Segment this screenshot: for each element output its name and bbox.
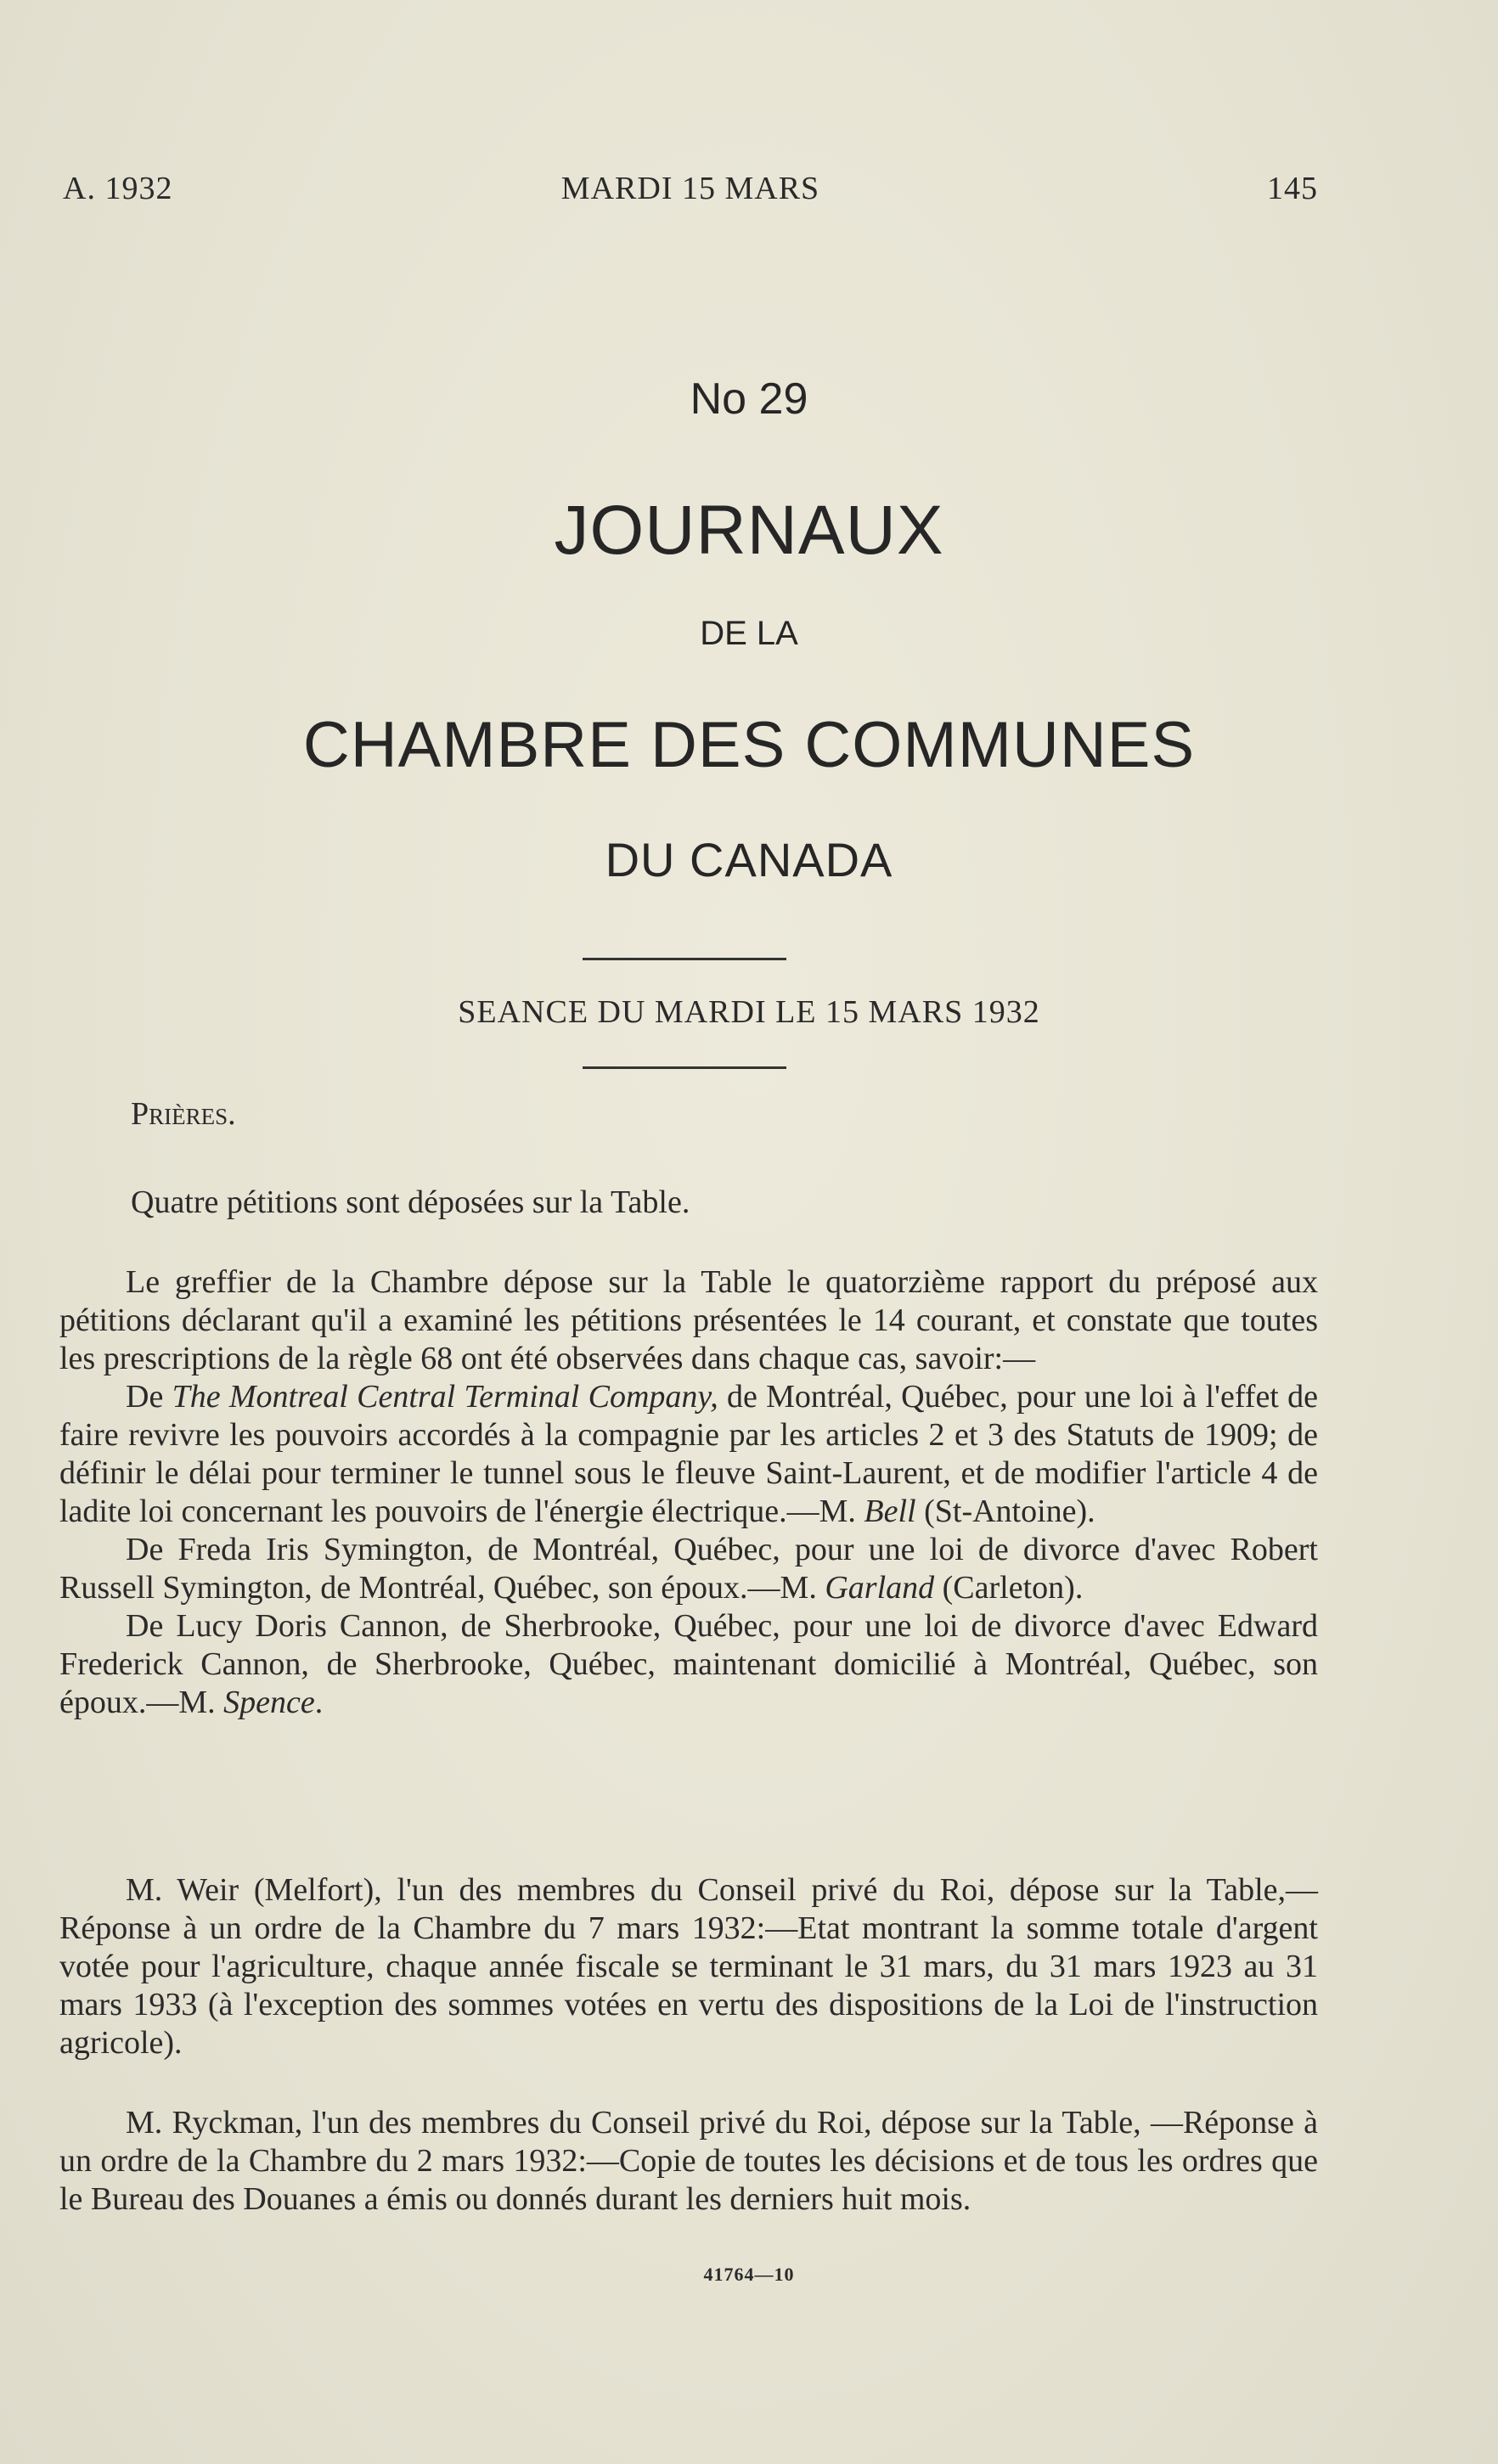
printer-signature: 41764—10	[703, 2264, 795, 2285]
sitting-heading: SEANCE DU MARDI LE 15 MARS 1932	[458, 994, 1040, 1030]
title-canada: DU CANADA	[605, 833, 893, 886]
weir-paragraph: M. Weir (Melfort), l'un des membres du Conseil privé du Roi, dépose sur la Table,—Réponse à un ordre de la Chambre du 7 mars 1932:—Etat montrant la somme totale d'argent votée pour l'agriculture, chaque année fiscale se terminant le 31 mars, du 31 mars 1923 au 31 mars 1933 (à l'exception des sommes votées en vertu des dispositions de la Loi de l'instruction agricole).	[59, 1872, 1318, 2061]
member-name: Spence	[223, 1685, 315, 1720]
petition-text: .	[314, 1685, 324, 1720]
journal-title: JOURNAUX	[554, 492, 944, 569]
petition-item	[59, 1378, 1318, 1531]
title-chambre: CHAMBRE DES COMMUNES	[302, 709, 1196, 781]
journal-number: No 29	[690, 374, 808, 424]
weir-return-section	[59, 1871, 1318, 2062]
page-number: 145	[1267, 171, 1318, 206]
divider-rule	[583, 958, 786, 960]
petition-item	[59, 1531, 1318, 1607]
petition-text: De	[126, 1379, 172, 1415]
petition-text: (Carleton).	[934, 1570, 1084, 1606]
member-name: Bell	[864, 1494, 916, 1529]
petition-text: De Freda Iris Symington, de Montréal, Québec, pour une loi de divorce d'avec Robert Russell Symington, de Montréal, Québec, son époux.—M.	[59, 1532, 1318, 1606]
ryckman-paragraph: M. Ryckman, l'un des membres du Conseil privé du Roi, dépose sur la Table, —Réponse à un ordre de la Chambre du 2 mars 1932:—Copie de toutes les décisions et de tous les ordres que le Bureau des Douanes a émis ou donnés durant les derniers huit mois.	[59, 2105, 1318, 2217]
running-header	[63, 170, 1318, 212]
petition-item	[59, 1607, 1318, 1722]
ryckman-return-section	[59, 2104, 1318, 2219]
title-de-la: DE LA	[700, 615, 798, 652]
prayers-line: Prières.	[131, 1096, 236, 1132]
clerk-report-section	[59, 1263, 1318, 1722]
petitions-line: Quatre pétitions sont déposées sur la Table.	[131, 1184, 690, 1220]
clerk-report-intro: Le greffier de la Chambre dépose sur la Table le quatorzième rapport du préposé aux pétitions déclarant qu'il a examiné les pétitions présentées le 14 courant, et constate que toutes les prescriptions de la règle 68 ont été observées dans chaque cas, savoir:—	[59, 1264, 1318, 1376]
header-date: MARDI 15 MARS	[560, 171, 820, 206]
header-session-year: A. 1932	[63, 171, 173, 206]
petition-text: de Montréal, Québec, pour une loi à l'effet de faire revivre les pouvoirs accordés à la compagnie par les articles 2 et 3 des Statuts de 1909; de définir le délai pour terminer le tunnel sous le fleuve Saint-Laurent, et de modifier l'article 4 de ladite loi concernant les pouvoirs de l'énergie électrique.—M.	[59, 1379, 1318, 1529]
divider-rule	[583, 1066, 786, 1069]
petition-text: (St-Antoine).	[915, 1494, 1095, 1529]
company-name: The Montreal Central Terminal Company,	[172, 1379, 718, 1415]
member-name: Garland	[825, 1570, 935, 1606]
petition-text: De Lucy Doris Cannon, de Sherbrooke, Québec, pour une loi de divorce d'avec Edward Frederick Cannon, de Sherbrooke, Québec, maintenant domicilié à Montréal, Québec, son époux.—M.	[59, 1608, 1318, 1720]
